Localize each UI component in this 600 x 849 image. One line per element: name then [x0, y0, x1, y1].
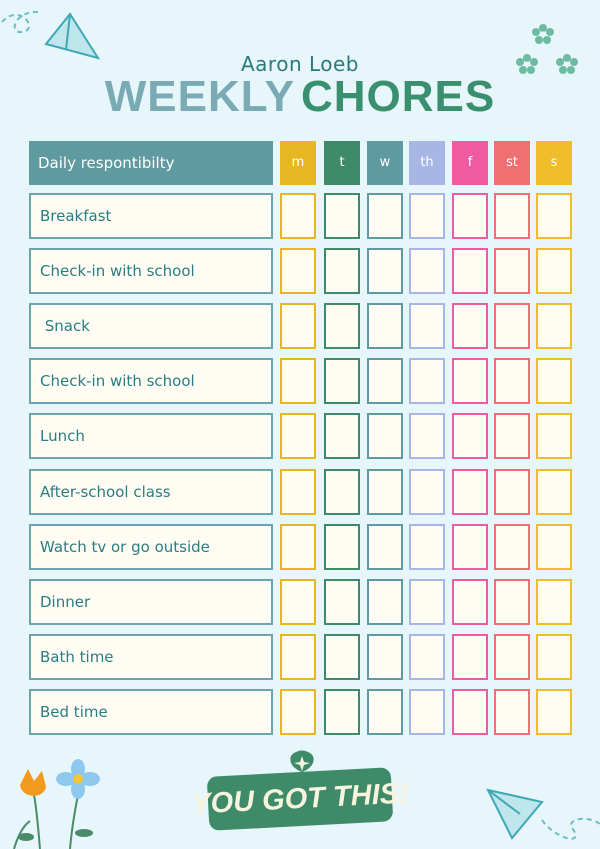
day-header-2: w	[367, 141, 403, 185]
chore-label: Check-in with school	[29, 358, 273, 404]
chore-checkbox[interactable]	[324, 689, 360, 735]
flower-icon	[0, 755, 120, 849]
chore-checkbox[interactable]	[367, 193, 403, 239]
chore-checkbox[interactable]	[324, 413, 360, 459]
chore-checkbox[interactable]	[280, 413, 316, 459]
chore-checkbox[interactable]	[536, 634, 572, 680]
chore-checkbox[interactable]	[536, 524, 572, 570]
chore-checkbox[interactable]	[494, 413, 530, 459]
chore-label: Check-in with school	[29, 248, 273, 294]
chore-checkbox[interactable]	[409, 358, 445, 404]
chore-checkbox[interactable]	[367, 469, 403, 515]
chore-checkbox[interactable]	[367, 248, 403, 294]
chore-checkbox[interactable]	[409, 193, 445, 239]
chore-checkbox[interactable]	[324, 358, 360, 404]
chore-checkbox[interactable]	[280, 579, 316, 625]
chore-checkbox[interactable]	[280, 248, 316, 294]
chore-checkbox[interactable]	[536, 689, 572, 735]
chore-checkbox[interactable]	[536, 469, 572, 515]
chore-checkbox[interactable]	[409, 689, 445, 735]
chore-checkbox[interactable]	[280, 689, 316, 735]
chore-checkbox[interactable]	[452, 634, 488, 680]
chore-checkbox[interactable]	[367, 579, 403, 625]
chore-checkbox[interactable]	[409, 469, 445, 515]
chore-checkbox[interactable]	[536, 413, 572, 459]
page-title	[0, 72, 600, 122]
chore-checkbox[interactable]	[280, 469, 316, 515]
chore-label: Watch tv or go outside	[29, 524, 273, 570]
chore-label: After-school class	[29, 469, 273, 515]
chore-checkbox[interactable]	[324, 193, 360, 239]
chore-label: Breakfast	[29, 193, 273, 239]
chore-checkbox[interactable]	[409, 413, 445, 459]
chore-checkbox[interactable]	[536, 579, 572, 625]
chore-checkbox[interactable]	[367, 689, 403, 735]
chore-checkbox[interactable]	[367, 358, 403, 404]
day-header-6: s	[536, 141, 572, 185]
chore-label: Snack	[29, 303, 273, 349]
chore-checkbox[interactable]	[494, 689, 530, 735]
day-header-3: th	[409, 141, 445, 185]
chore-checkbox[interactable]	[409, 634, 445, 680]
chore-checkbox[interactable]	[494, 469, 530, 515]
day-header-5: st	[494, 141, 530, 185]
responsibility-column-header: Daily respontibilty	[29, 141, 273, 185]
chore-checkbox[interactable]	[324, 524, 360, 570]
chore-checkbox[interactable]	[536, 193, 572, 239]
chore-checkbox[interactable]	[452, 248, 488, 294]
chore-checkbox[interactable]	[324, 248, 360, 294]
chore-checkbox[interactable]	[494, 358, 530, 404]
chore-checkbox[interactable]	[280, 524, 316, 570]
chore-checkbox[interactable]	[280, 303, 316, 349]
title-word-chores: CHORES	[300, 72, 496, 121]
paper-plane-icon	[486, 780, 600, 849]
chore-checkbox[interactable]	[494, 303, 530, 349]
chore-checkbox[interactable]	[494, 524, 530, 570]
chore-checkbox[interactable]	[409, 248, 445, 294]
chore-checkbox[interactable]	[494, 193, 530, 239]
chore-checkbox[interactable]	[324, 634, 360, 680]
chore-checkbox[interactable]	[452, 469, 488, 515]
chore-checkbox[interactable]	[367, 524, 403, 570]
chore-label: Lunch	[29, 413, 273, 459]
chore-checkbox[interactable]	[452, 303, 488, 349]
chore-checkbox[interactable]	[452, 413, 488, 459]
chore-checkbox[interactable]	[367, 413, 403, 459]
chore-checkbox[interactable]	[409, 524, 445, 570]
chore-checkbox[interactable]	[324, 579, 360, 625]
chore-checkbox[interactable]	[536, 303, 572, 349]
chore-label: Bed time	[29, 689, 273, 735]
chore-checkbox[interactable]	[494, 248, 530, 294]
encouragement-badge	[190, 767, 410, 831]
chore-checkbox[interactable]	[536, 248, 572, 294]
chore-checkbox[interactable]	[452, 579, 488, 625]
chore-checkbox[interactable]	[452, 524, 488, 570]
title-word-weekly: WEEKLY	[104, 72, 295, 121]
chore-checkbox[interactable]	[494, 634, 530, 680]
chore-checkbox[interactable]	[280, 193, 316, 239]
chore-checkbox[interactable]	[367, 303, 403, 349]
day-header-1: t	[324, 141, 360, 185]
chore-checkbox[interactable]	[536, 358, 572, 404]
chore-checkbox[interactable]	[452, 193, 488, 239]
chore-checkbox[interactable]	[452, 689, 488, 735]
chore-checkbox[interactable]	[409, 579, 445, 625]
chore-checkbox[interactable]	[494, 579, 530, 625]
chore-label: Dinner	[29, 579, 273, 625]
child-name: Aaron Loeb	[240, 52, 360, 76]
chore-checkbox[interactable]	[280, 358, 316, 404]
chore-checkbox[interactable]	[409, 303, 445, 349]
chore-checkbox[interactable]	[452, 358, 488, 404]
chore-checkbox[interactable]	[324, 303, 360, 349]
chore-checkbox[interactable]	[367, 634, 403, 680]
chore-checkbox[interactable]	[324, 469, 360, 515]
day-header-0: m	[280, 141, 316, 185]
day-header-4: f	[452, 141, 488, 185]
badge-text: YOU GOT THIS!	[190, 776, 410, 821]
chore-checkbox[interactable]	[280, 634, 316, 680]
chore-label: Bath time	[29, 634, 273, 680]
